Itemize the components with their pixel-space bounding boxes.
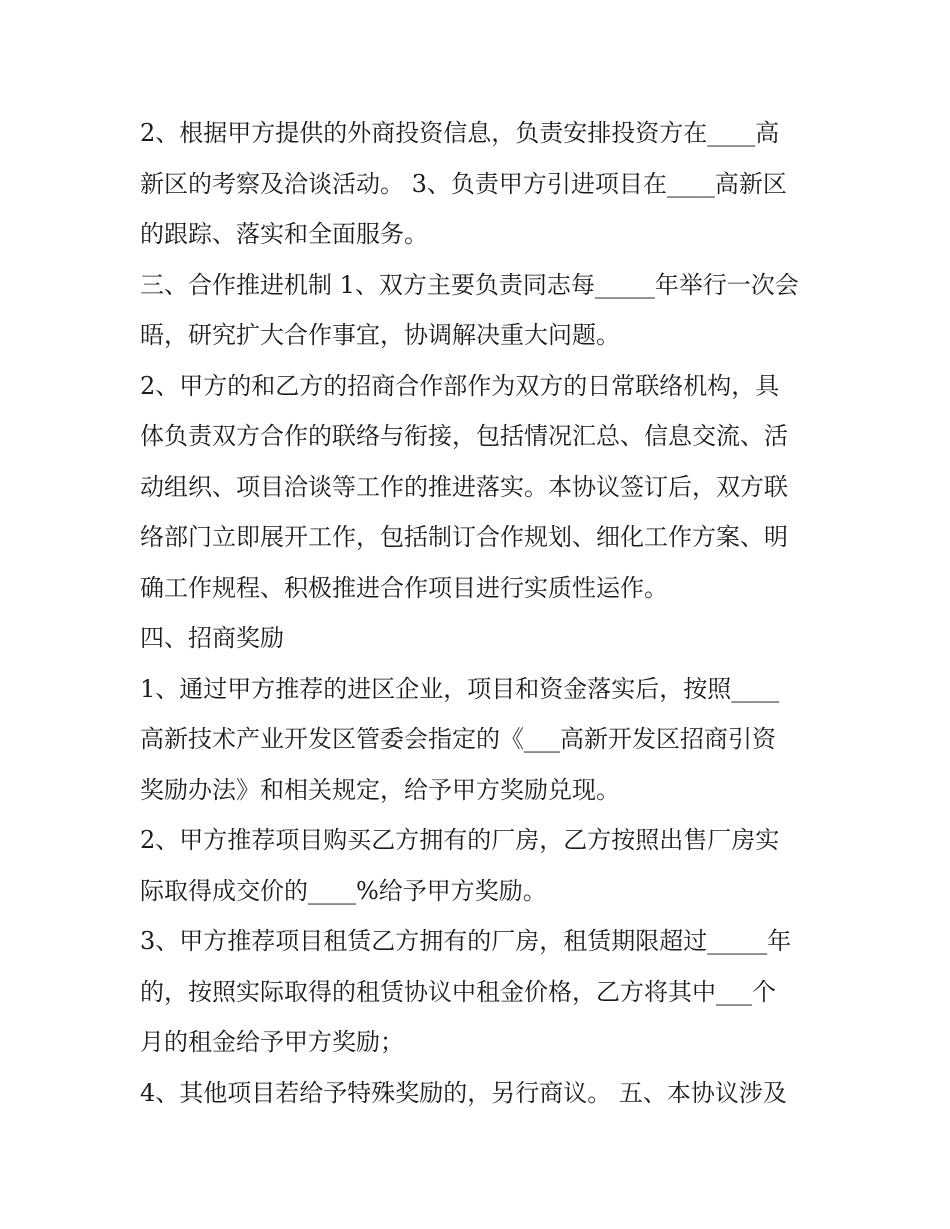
- text-line: 确工作规程、积极推进合作项目进行实质性运作。: [140, 573, 668, 602]
- text-line: 晤，研究扩大合作事宜，协调解决重大问题。: [140, 321, 620, 349]
- paragraph-cooperation-mechanism: [140, 260, 820, 361]
- text-line: 2、根据甲方提供的外商投资信息，负责安排投资方在____高: [140, 119, 780, 147]
- text-line: 月的租金给予甲方奖励；: [140, 1028, 404, 1056]
- text-line: 高新技术产业开发区管委会指定的《___高新开发区招商引资: [140, 725, 776, 753]
- text-line: 新区的考察及洽谈活动。 3、负责甲方引进项目在____高新区: [140, 169, 787, 198]
- text-line: 际取得成交价的____%给予甲方奖励。: [140, 876, 547, 905]
- section-heading-rewards: [140, 613, 820, 664]
- text-line: 4、其他项目若给予特殊奖励的，另行商议。 五、本协议涉及: [140, 1078, 787, 1107]
- text-line: 动组织、项目洽谈等工作的推进落实。本协议签订后，双方联: [140, 472, 788, 501]
- paragraph-reward-3: [140, 916, 820, 1068]
- text-line: 3、甲方推荐项目租赁乙方拥有的厂房，租赁期限超过_____年: [140, 927, 792, 955]
- text-line: 1、通过甲方推荐的进区企业，项目和资金落实后，按照____: [140, 674, 780, 703]
- paragraph-reward-1: [140, 664, 820, 816]
- text-line: 奖励办法》和相关规定，给予甲方奖励兑现。: [140, 775, 620, 804]
- text-line: 体负责双方合作的联络与衔接，包括情况汇总、信息交流、活: [140, 422, 788, 450]
- paragraph-responsibility-2: [140, 108, 820, 260]
- paragraph-reward-4: [140, 1068, 820, 1119]
- paragraph-liaison-office: [140, 361, 820, 614]
- paragraph-reward-2: [140, 815, 820, 916]
- text-line: 2、甲方推荐项目购买乙方拥有的厂房，乙方按照出售厂房实: [140, 826, 780, 854]
- document-body: [140, 108, 820, 1118]
- text-line: 络部门立即展开工作，包括制订合作规划、细化工作方案、明: [140, 523, 788, 551]
- text-line: 的跟踪、落实和全面服务。: [140, 220, 428, 248]
- text-line: 2、甲方的和乙方的招商合作部作为双方的日常联络机构，具: [140, 371, 780, 400]
- text-line: 三、合作推进机制 1、双方主要负责同志每_____年举行一次会: [140, 270, 799, 299]
- section-heading: 四、招商奖励: [140, 624, 284, 652]
- text-line: 的，按照实际取得的租赁协议中租金价格，乙方将其中___个: [140, 977, 776, 1006]
